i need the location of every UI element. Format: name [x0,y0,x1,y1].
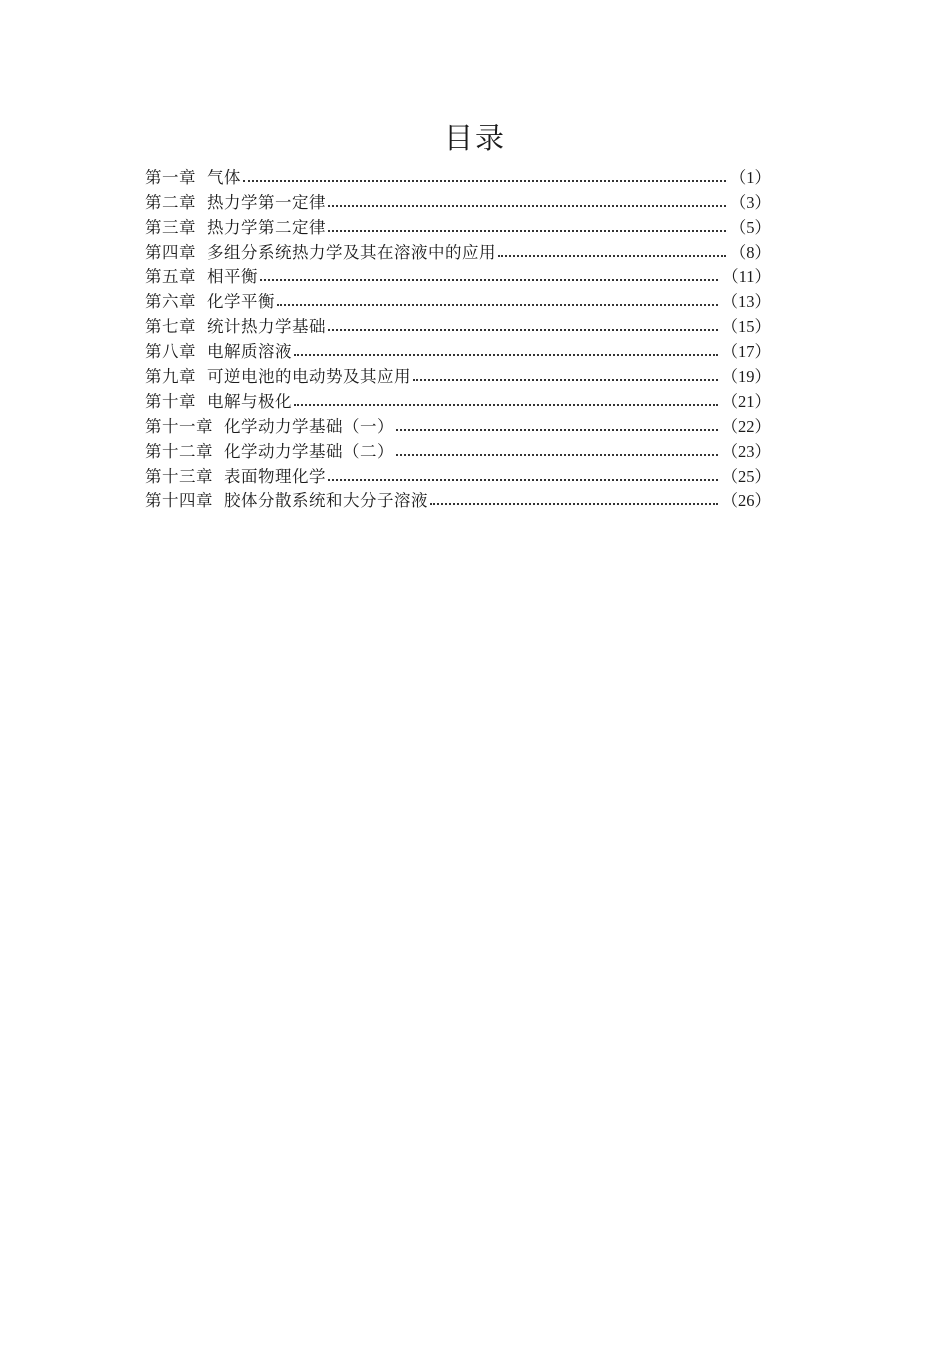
chapter-number: 第七章 [145,317,196,337]
page-number: （22） [721,416,771,436]
page-number: （5） [729,217,771,237]
dot-leader [498,255,726,257]
chapter-title: 统计热力学基础 [207,317,326,337]
chapter-number: 第十四章 [145,491,213,511]
toc-entry[interactable] [145,338,771,363]
dot-leader [413,379,718,381]
chapter-title: 气体 [207,167,241,187]
chapter-number: 第十一章 [145,416,213,436]
toc-entry[interactable] [145,438,771,463]
page-number: （17） [721,342,771,362]
chapter-number: 第十三章 [145,466,213,486]
chapter-number: 第十二章 [145,441,213,461]
dot-leader [328,479,718,481]
dot-leader [328,205,726,207]
dot-leader [396,429,718,431]
page-number: （26） [721,491,771,511]
chapter-number: 第一章 [145,167,196,187]
chapter-number: 第八章 [145,342,196,362]
chapter-number: 第三章 [145,217,196,237]
page-number: （19） [721,367,771,387]
chapter-title: 多组分系统热力学及其在溶液中的应用 [207,242,496,262]
toc-entry[interactable] [145,239,771,264]
toc-title: 目录 [443,121,506,155]
dot-leader [328,329,718,331]
page-number: （23） [721,441,771,461]
chapter-title: 化学动力学基础（二） [224,441,394,461]
chapter-title: 表面物理化学 [224,466,326,486]
dot-leader [396,454,718,456]
toc-entry[interactable] [145,164,771,189]
page-number: （25） [721,466,771,486]
dot-leader [260,279,718,281]
toc-entry[interactable] [145,363,771,388]
toc-entry[interactable] [145,288,771,313]
dot-leader [328,230,726,232]
chapter-title: 电解质溶液 [207,342,292,362]
dot-leader [430,503,718,505]
chapter-title: 可逆电池的电动势及其应用 [207,367,411,387]
chapter-number: 第九章 [145,367,196,387]
chapter-title: 化学动力学基础（一） [224,416,394,436]
toc-list [145,164,771,512]
toc-entry[interactable] [145,463,771,488]
page-number: （21） [721,391,771,411]
chapter-number: 第二章 [145,192,196,212]
dot-leader [294,404,718,406]
dot-leader [277,304,718,306]
chapter-title: 胶体分散系统和大分子溶液 [224,491,428,511]
toc-entry[interactable] [145,214,771,239]
chapter-title: 热力学第一定律 [207,192,326,212]
toc-entry[interactable] [145,413,771,438]
toc-entry[interactable] [145,189,771,214]
chapter-number: 第六章 [145,292,196,312]
chapter-number: 第五章 [145,267,196,287]
chapter-title: 相平衡 [207,267,258,287]
page-number: （3） [729,192,771,212]
chapter-title: 热力学第二定律 [207,217,326,237]
page-number: （13） [721,292,771,312]
page-number: （1） [729,167,771,187]
toc-entry[interactable] [145,313,771,338]
chapter-title: 电解与极化 [207,391,292,411]
toc-entry[interactable] [145,488,771,513]
toc-entry[interactable] [145,264,771,289]
dot-leader [243,180,726,182]
page-number: （11） [722,267,771,287]
toc-entry[interactable] [145,388,771,413]
page-number: （8） [729,242,771,262]
dot-leader [294,354,718,356]
chapter-title: 化学平衡 [207,292,275,312]
chapter-number: 第十章 [145,391,196,411]
chapter-number: 第四章 [145,242,196,262]
page-number: （15） [721,317,771,337]
